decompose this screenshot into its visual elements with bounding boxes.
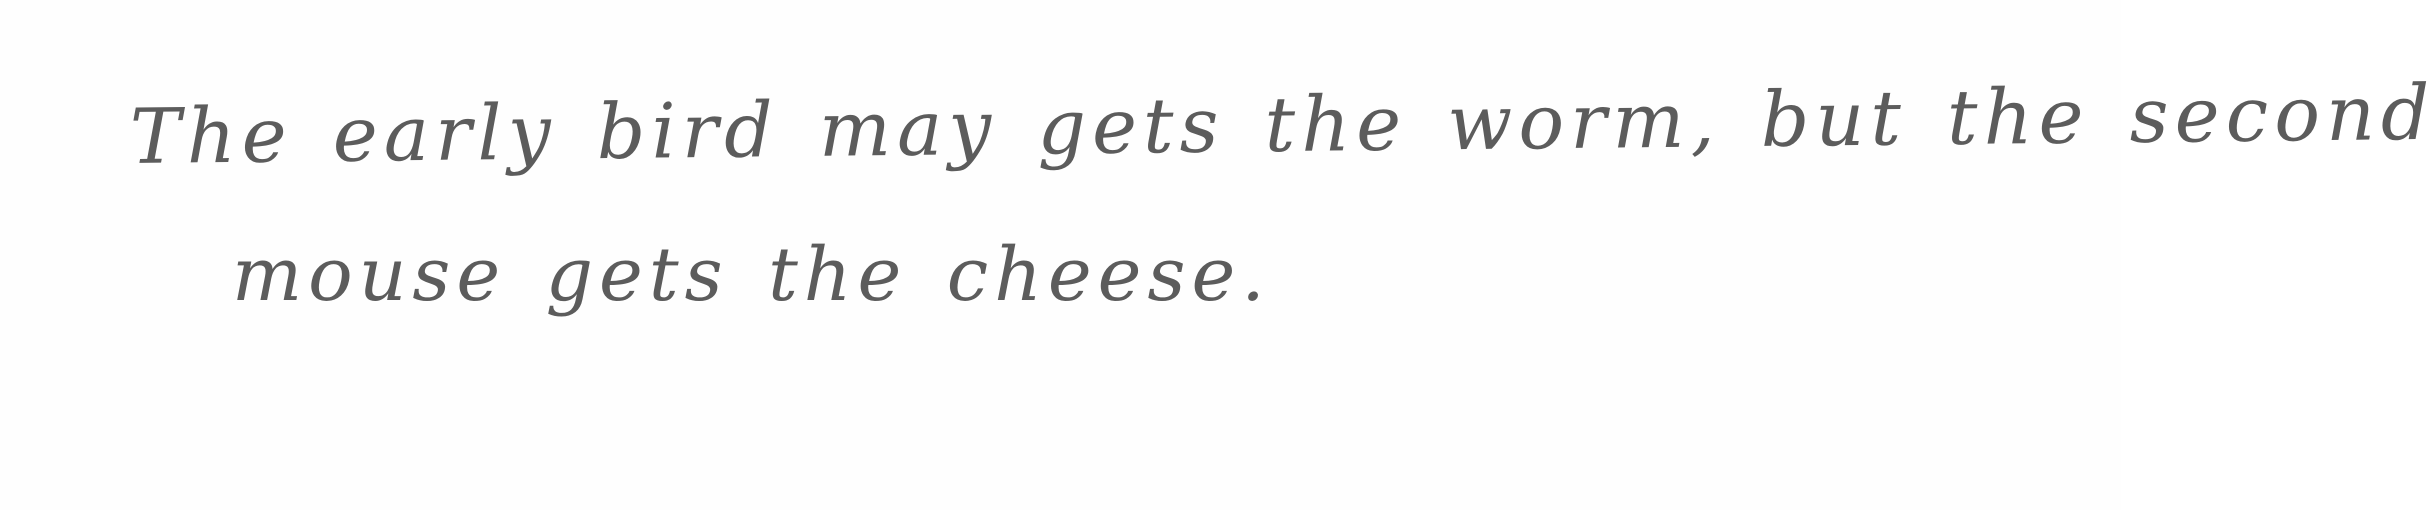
handwriting-line-1: The early bird may gets the worm, but the second — [129, 67, 2436, 181]
handwriting-line-2: mouse gets the cheese. — [232, 232, 1271, 318]
